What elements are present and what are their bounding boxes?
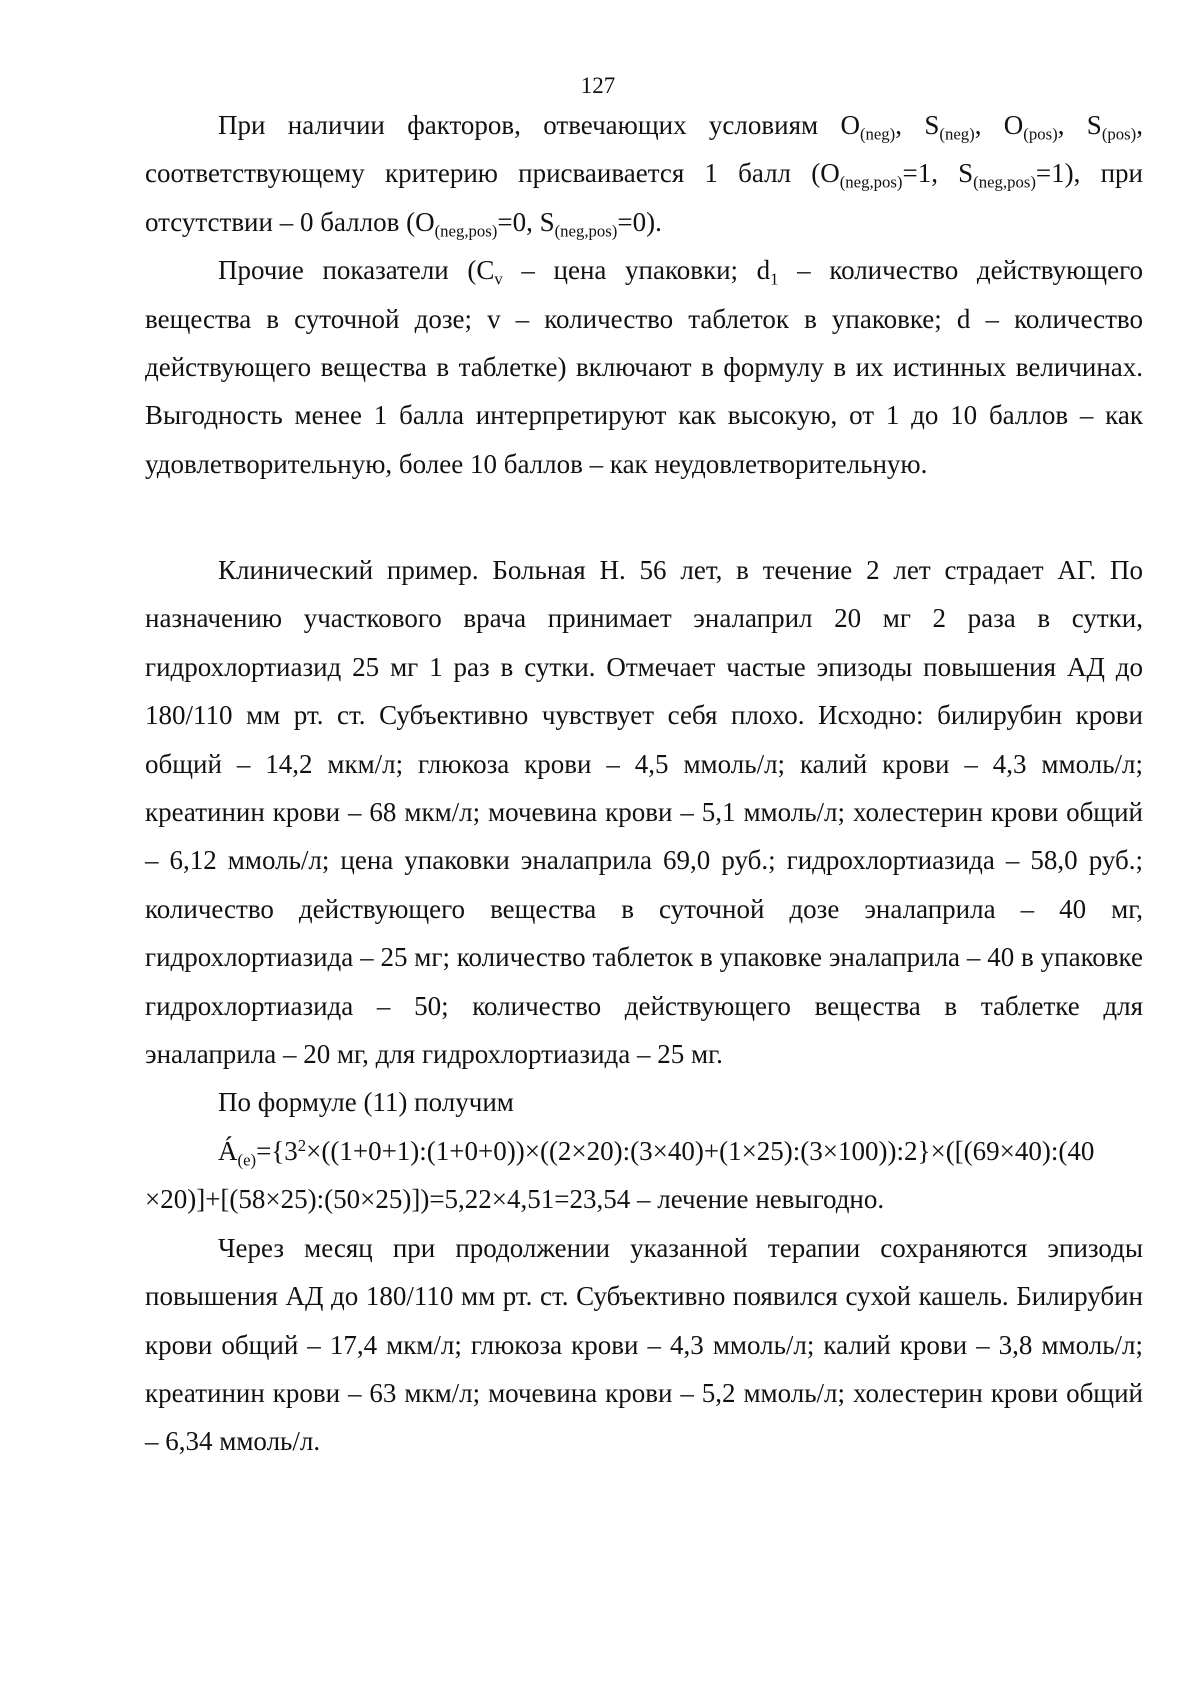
text-block-top <box>145 101 1143 488</box>
subscript: (neg) <box>939 124 975 144</box>
subscript: (neg) <box>859 124 896 144</box>
page-number: 127 <box>580 73 616 98</box>
text-run: , соответствующему критерию присваивается 1 балл (O <box>145 110 1143 189</box>
text-block-example <box>145 546 1143 1466</box>
paragraph-formula <box>145 1127 1143 1224</box>
text-run: =0). <box>617 206 662 237</box>
paragraph-scoring-conditions <box>145 101 1143 246</box>
paragraph-formula-intro: По формуле (11) получим <box>218 1087 514 1118</box>
text-run: , S <box>895 110 940 140</box>
text-run: – цена упаковки; d <box>502 255 771 286</box>
text-run: =1), при отсутствии – 0 баллов (O <box>145 158 1143 237</box>
text-run: – количество действующего вещества в суточной дозе; v – количество таблеток в упаковке; d – количество действующего вещества в таблетке) включают в формулу в их истинных величинах. Выгодность менее 1 балла интерпретируют как высокую, от 1 до 10 баллов – как удовлетворительную, более 10 баллов – как неудовлетворительную. <box>145 255 1143 479</box>
text-run: Прочие показатели (C <box>218 255 495 286</box>
subscript: (pos) <box>1101 124 1137 144</box>
superscript: 2 <box>297 1135 307 1155</box>
subscript: (neg,pos) <box>973 172 1036 192</box>
paragraph-clinical-example: Клинический пример. Больная Н. 56 лет, в течение 2 лет страдает АГ. По назначению участкового врача принимает эналаприл 20 мг 2 раза в сутки, гидрохлортиазид 25 мг 1 раз в сутки. Отмечает частые эпизоды повышения АД до 180/110 мм рт. ст. Субъективно чувствует себя плохо. Исходно: билирубин крови общий – 14,2 мкм/л; глюкоза крови – 4,5 ммоль/л; калий крови – 4,3 ммоль/л; креатинин крови – 68 мкм/л; мочевина крови – 5,1 ммоль/л; холестерин крови общий – 6,12 ммоль/л; цена упаковки эналаприла 69,0 руб.; гидрохлортиазида – 58,0 руб.; количество действующего вещества в суточной дозе эналаприла – 40 мг, гидрохлортиазида – 25 мг; количество таблеток в упаковке эналаприла – 40 в упаковке гидрохлортиазида – 50; количество действующего вещества в таблетке для эналаприла – 20 мг, для гидрохлортиазида – 25 мг. <box>145 555 1143 1070</box>
subscript: (neg,pos) <box>434 221 498 241</box>
text-run: При наличии факторов, отвечающих условиям O <box>218 110 860 140</box>
subscript: (neg,pos) <box>554 221 618 241</box>
text-run: Á <box>218 1135 238 1166</box>
text-run: =0, S <box>497 206 555 237</box>
text-run: ={3 <box>256 1135 298 1166</box>
subscript: (pos) <box>1023 124 1058 144</box>
paragraph-other-indicators <box>145 246 1143 488</box>
paragraph-month-later: Через месяц при продолжении указанной терапии сохраняются эпизоды повышения АД до 180/110 мм рт. ст. Субъективно появился сухой кашель. Билирубин крови общий – 17,4 мкм/л; глюкоза крови – 4,3 ммоль/л; калий крови – 3,8 ммоль/л; креатинин крови – 63 мкм/л; мочевина крови – 5,2 ммоль/л; холестерин крови общий – 6,34 ммоль/л. <box>145 1232 1143 1457</box>
subscript: 1 <box>770 269 779 289</box>
subscript: (e) <box>237 1150 257 1170</box>
text-run: ×((1+0+1):(1+0+0))×((2×20):(3×40)+(1×25):(3×100)):2}×([(69×40):(40 ×20)]+[(58×25):(50×25)])=5,22×4,51=23,54 – лечение невыгодно. <box>145 1135 1095 1215</box>
text-run: , O <box>974 110 1024 140</box>
text-run: =1, S <box>902 158 974 189</box>
text-run: , S <box>1057 110 1102 140</box>
subscript: v <box>494 269 503 289</box>
subscript: (neg,pos) <box>839 172 903 192</box>
